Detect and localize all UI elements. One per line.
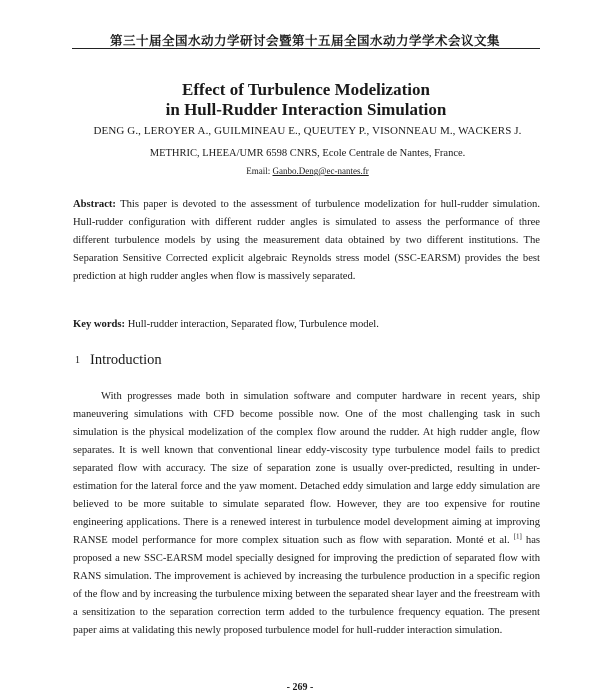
keywords-label: Key words: <box>73 319 126 330</box>
affiliation: METHRIC, LHEEA/UMR 6598 CNRS, Ecole Centrale de Nantes, France. <box>149 148 466 159</box>
citation-ref: [1] <box>513 532 522 541</box>
intro-text-part1: With progresses made both in simulation software and computer hardware in recent years, ship maneuvering simulations with CFD become possible now. One of the most challenging task in such simulation is the physical modelization of the complex flow around the rudder. At high rudder angle, flow separates. It is well known that conventional linear eddy-viscosity type turbulence model fails to predict separated flow with accuracy. The size of separation zone is usually over-predicted, resulting in under-estimation for the lateral force and the yaw moment. Detached eddy simulation and large eddy simulation are believed to be more suitable to simulate separated flow. However, they are too expensive for routine engineering applications. There is a renewed interest in turbulence model development aiming at improving RANSE model performance for more complex situation such as flow with separation. Monté et al. <box>73 391 540 546</box>
keywords-text: Hull-rudder interaction, Separated flow, Turbulence model. <box>127 319 379 330</box>
section-title: Introduction <box>90 352 162 368</box>
paper-title <box>72 80 540 120</box>
abstract <box>73 196 540 286</box>
page-number: - 269 - <box>286 682 314 693</box>
abstract-text: This paper is devoted to the assessment of turbulence modelization for hull-rudder simulation. Hull-rudder configuration with different rudder angles is simulated to assess the performance of three different turbulence models by using the measurement data obtained by two different institutions. The Separation Sensitive Corrected explicit algebraic Reynolds stress model (SSC-EARSM) provides the best prediction at high rudder angles when flow is massively separated. <box>73 199 540 282</box>
email-line <box>60 166 555 176</box>
running-header: 第三十届全国水动力学研讨会暨第十五届全国水动力学学术会议文集 <box>110 33 501 48</box>
abstract-label: Abstract: <box>73 199 116 210</box>
title-line-2: in Hull-Rudder Interaction Simulation <box>165 100 447 119</box>
title-line-1: Effect of Turbulence Modelization <box>182 80 430 99</box>
email-link[interactable]: Ganbo.Deng@ec-nantes.fr <box>272 166 369 176</box>
section-heading-introduction <box>75 352 375 369</box>
section-number: 1 <box>75 355 80 366</box>
intro-text-part2: has proposed a new SSC-EARSM model specially designed for improving the prediction of separated flow with RANS simulation. The improvement is achieved by increasing the turbulence production in a specific region of the flow and by increasing the turbulence mixing between the separated shear layer and the freestream with a sensitization to the separation correction term added to the turbulence frequency equation. The present paper aims at validating this newly proposed turbulence model for hull-rudder interaction simulation. <box>73 535 541 636</box>
email-label: Email: <box>246 166 271 176</box>
keywords <box>73 316 540 334</box>
introduction-paragraph <box>73 388 540 640</box>
authors: DENG G., LEROYER A., GUILMINEAU E., QUEUTEY P., VISONNEAU M., WACKERS J. <box>93 125 522 137</box>
header-rule <box>72 48 540 49</box>
